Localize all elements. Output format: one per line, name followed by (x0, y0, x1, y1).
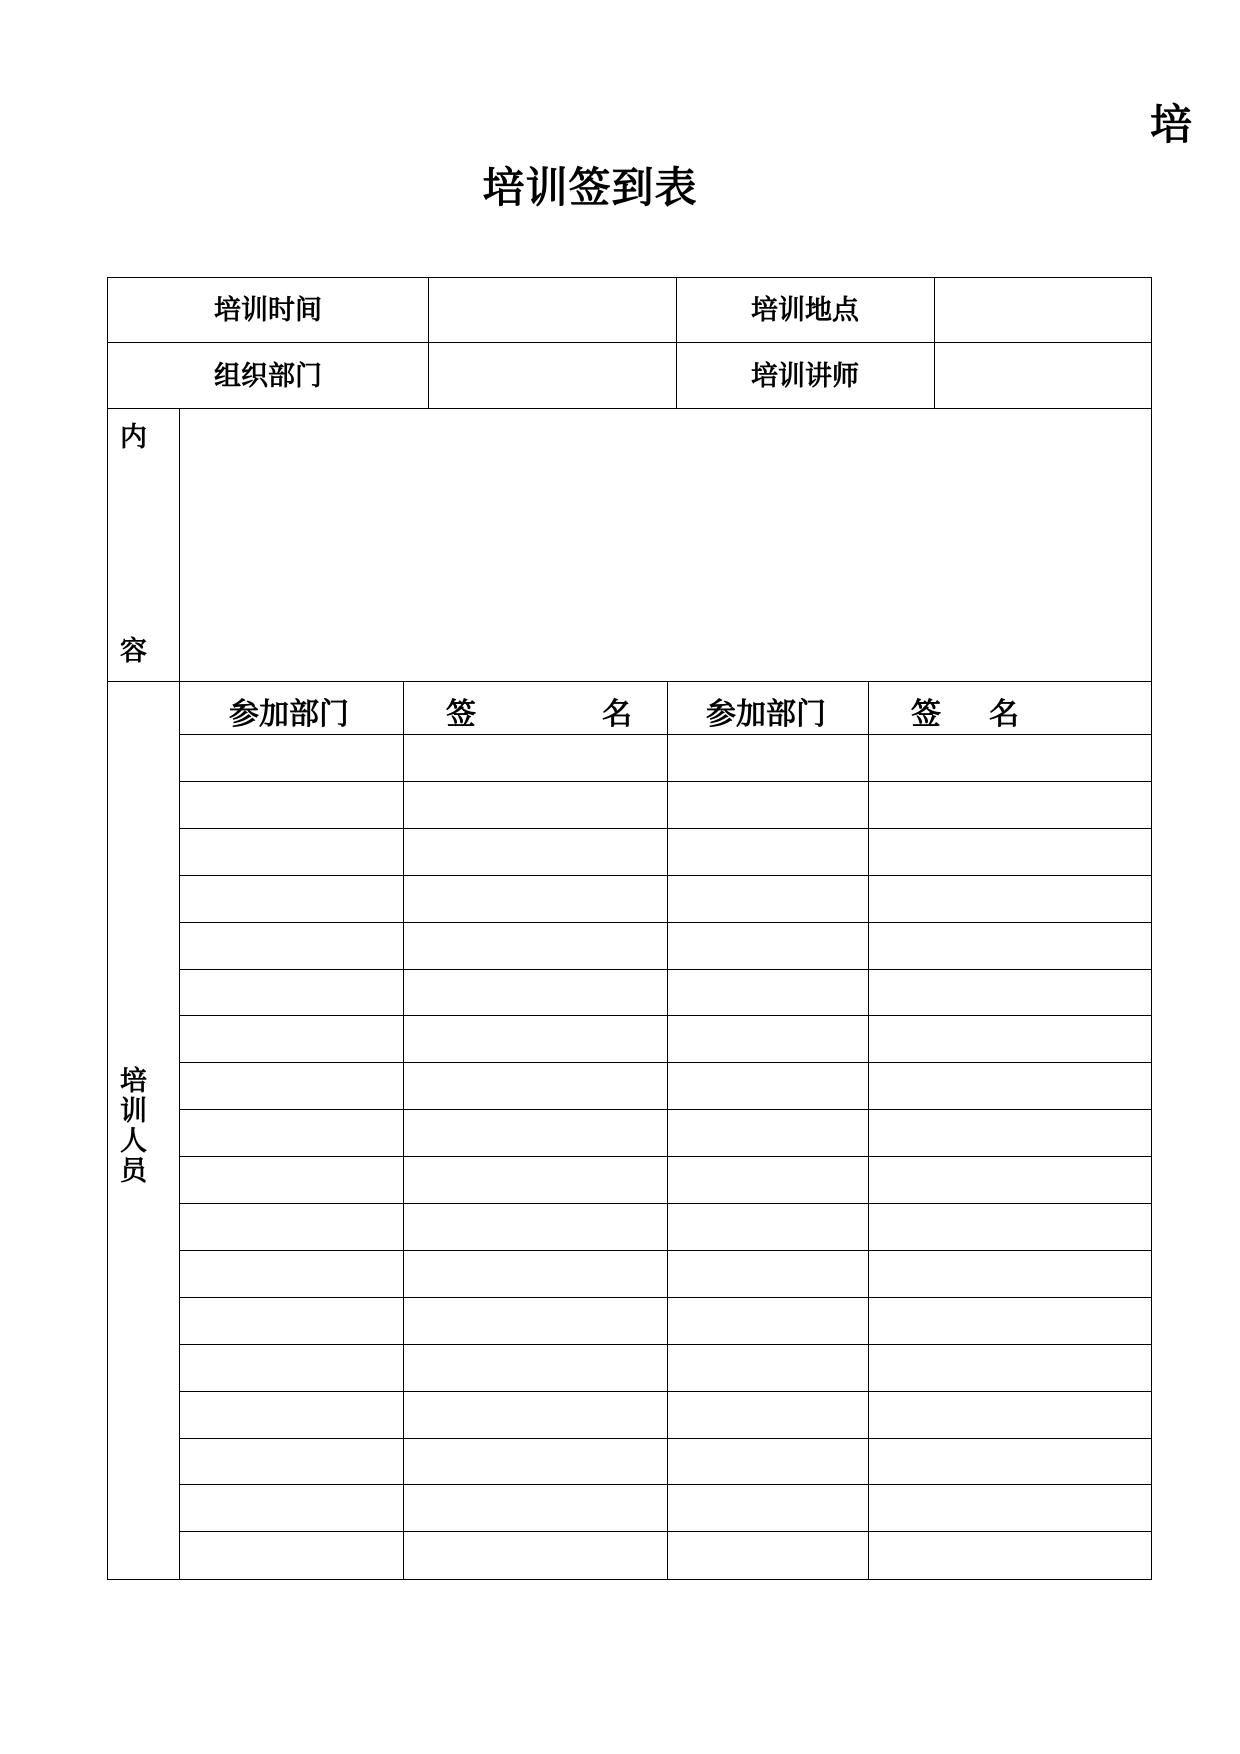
sign-cell-1[interactable] (404, 970, 667, 1016)
sign-cell-2[interactable] (869, 782, 1151, 828)
dept-cell-1[interactable] (180, 1016, 403, 1062)
dept-cell-1[interactable] (180, 1251, 403, 1297)
dept-cell-2[interactable] (668, 1251, 868, 1297)
dept-cell-2[interactable] (668, 1110, 868, 1156)
dept-cell-1[interactable] (180, 923, 403, 969)
dept-cell-1[interactable] (180, 1063, 403, 1109)
page-title: 培训签到表 (482, 163, 698, 212)
sign-cell-1[interactable] (404, 1439, 667, 1485)
sign-cell-2[interactable] (869, 1251, 1151, 1297)
attendees-label-char: 人 (120, 1126, 147, 1157)
header-sign-1-b: 名 (602, 697, 632, 732)
sign-cell-1[interactable] (404, 1251, 667, 1297)
dept-cell-1[interactable] (180, 1204, 403, 1250)
header-dept-2: 参加部门 (706, 697, 826, 732)
sign-cell-2[interactable] (869, 1016, 1151, 1062)
dept-cell-2[interactable] (668, 735, 868, 781)
sign-cell-1[interactable] (404, 1485, 667, 1531)
training-place-label: 培训地点 (751, 295, 859, 326)
sign-cell-2[interactable] (869, 876, 1151, 922)
sign-cell-2[interactable] (869, 970, 1151, 1016)
training-time-field[interactable] (429, 278, 676, 342)
sign-cell-1[interactable] (404, 1392, 667, 1438)
dept-cell-2[interactable] (668, 1298, 868, 1344)
header-sign-2-a: 签 (911, 697, 941, 732)
header-sign-1-a: 签 (446, 697, 476, 732)
dept-cell-2[interactable] (668, 1204, 868, 1250)
content-field[interactable] (180, 409, 1151, 681)
dept-cell-1[interactable] (180, 1157, 403, 1203)
dept-cell-2[interactable] (668, 876, 868, 922)
sign-cell-1[interactable] (404, 1157, 667, 1203)
sign-cell-2[interactable] (869, 1110, 1151, 1156)
sign-cell-2[interactable] (869, 1392, 1151, 1438)
header-sign-2-b: 名 (989, 697, 1019, 732)
attendees-label-char: 训 (120, 1096, 147, 1127)
training-time-label: 培训时间 (214, 295, 322, 326)
sign-cell-1[interactable] (404, 735, 667, 781)
sign-cell-1[interactable] (404, 1345, 667, 1391)
dept-cell-2[interactable] (668, 1016, 868, 1062)
organizing-dept-label: 组织部门 (214, 361, 322, 392)
dept-cell-1[interactable] (180, 782, 403, 828)
divider (108, 681, 1151, 682)
dept-cell-2[interactable] (668, 1532, 868, 1578)
sign-cell-1[interactable] (404, 829, 667, 875)
dept-cell-1[interactable] (180, 876, 403, 922)
sign-cell-2[interactable] (869, 923, 1151, 969)
attendees-label-char: 员 (120, 1156, 147, 1187)
trainer-field[interactable] (935, 343, 1151, 408)
dept-cell-2[interactable] (668, 923, 868, 969)
sign-cell-1[interactable] (404, 1063, 667, 1109)
sign-cell-1[interactable] (404, 1204, 667, 1250)
dept-cell-2[interactable] (668, 782, 868, 828)
dept-cell-2[interactable] (668, 970, 868, 1016)
dept-cell-1[interactable] (180, 735, 403, 781)
dept-cell-2[interactable] (668, 829, 868, 875)
sign-cell-1[interactable] (404, 1298, 667, 1344)
dept-cell-1[interactable] (180, 1110, 403, 1156)
dept-cell-1[interactable] (180, 1485, 403, 1531)
sign-cell-2[interactable] (869, 1485, 1151, 1531)
content-label-bottom: 容 (120, 636, 147, 667)
sign-cell-2[interactable] (869, 829, 1151, 875)
organizing-dept-field[interactable] (429, 343, 676, 408)
sign-cell-1[interactable] (404, 1016, 667, 1062)
dept-cell-1[interactable] (180, 970, 403, 1016)
dept-cell-1[interactable] (180, 1532, 403, 1578)
sign-cell-2[interactable] (869, 1063, 1151, 1109)
sign-cell-2[interactable] (869, 1345, 1151, 1391)
sign-cell-1[interactable] (404, 923, 667, 969)
dept-cell-2[interactable] (668, 1063, 868, 1109)
sign-cell-2[interactable] (869, 1439, 1151, 1485)
dept-cell-2[interactable] (668, 1439, 868, 1485)
dept-cell-1[interactable] (180, 1345, 403, 1391)
dept-cell-2[interactable] (668, 1485, 868, 1531)
sign-in-table (107, 277, 1152, 1580)
sign-cell-2[interactable] (869, 1204, 1151, 1250)
trainer-label: 培训讲师 (751, 361, 859, 392)
dept-cell-1[interactable] (180, 829, 403, 875)
sign-cell-1[interactable] (404, 876, 667, 922)
dept-cell-1[interactable] (180, 1298, 403, 1344)
sign-cell-1[interactable] (404, 1110, 667, 1156)
sign-cell-2[interactable] (869, 735, 1151, 781)
dept-cell-2[interactable] (668, 1345, 868, 1391)
sign-cell-2[interactable] (869, 1157, 1151, 1203)
training-place-field[interactable] (935, 278, 1151, 342)
sign-cell-2[interactable] (869, 1298, 1151, 1344)
dept-cell-1[interactable] (180, 1392, 403, 1438)
dept-cell-1[interactable] (180, 1439, 403, 1485)
attendees-label-char: 培 (120, 1066, 147, 1097)
dept-cell-2[interactable] (668, 1157, 868, 1203)
corner-text: 培 (1150, 100, 1193, 149)
header-dept-1: 参加部门 (229, 697, 349, 732)
sign-cell-2[interactable] (869, 1532, 1151, 1578)
dept-cell-2[interactable] (668, 1392, 868, 1438)
content-label-top: 内 (120, 422, 147, 453)
sign-cell-1[interactable] (404, 1532, 667, 1578)
sign-cell-1[interactable] (404, 782, 667, 828)
